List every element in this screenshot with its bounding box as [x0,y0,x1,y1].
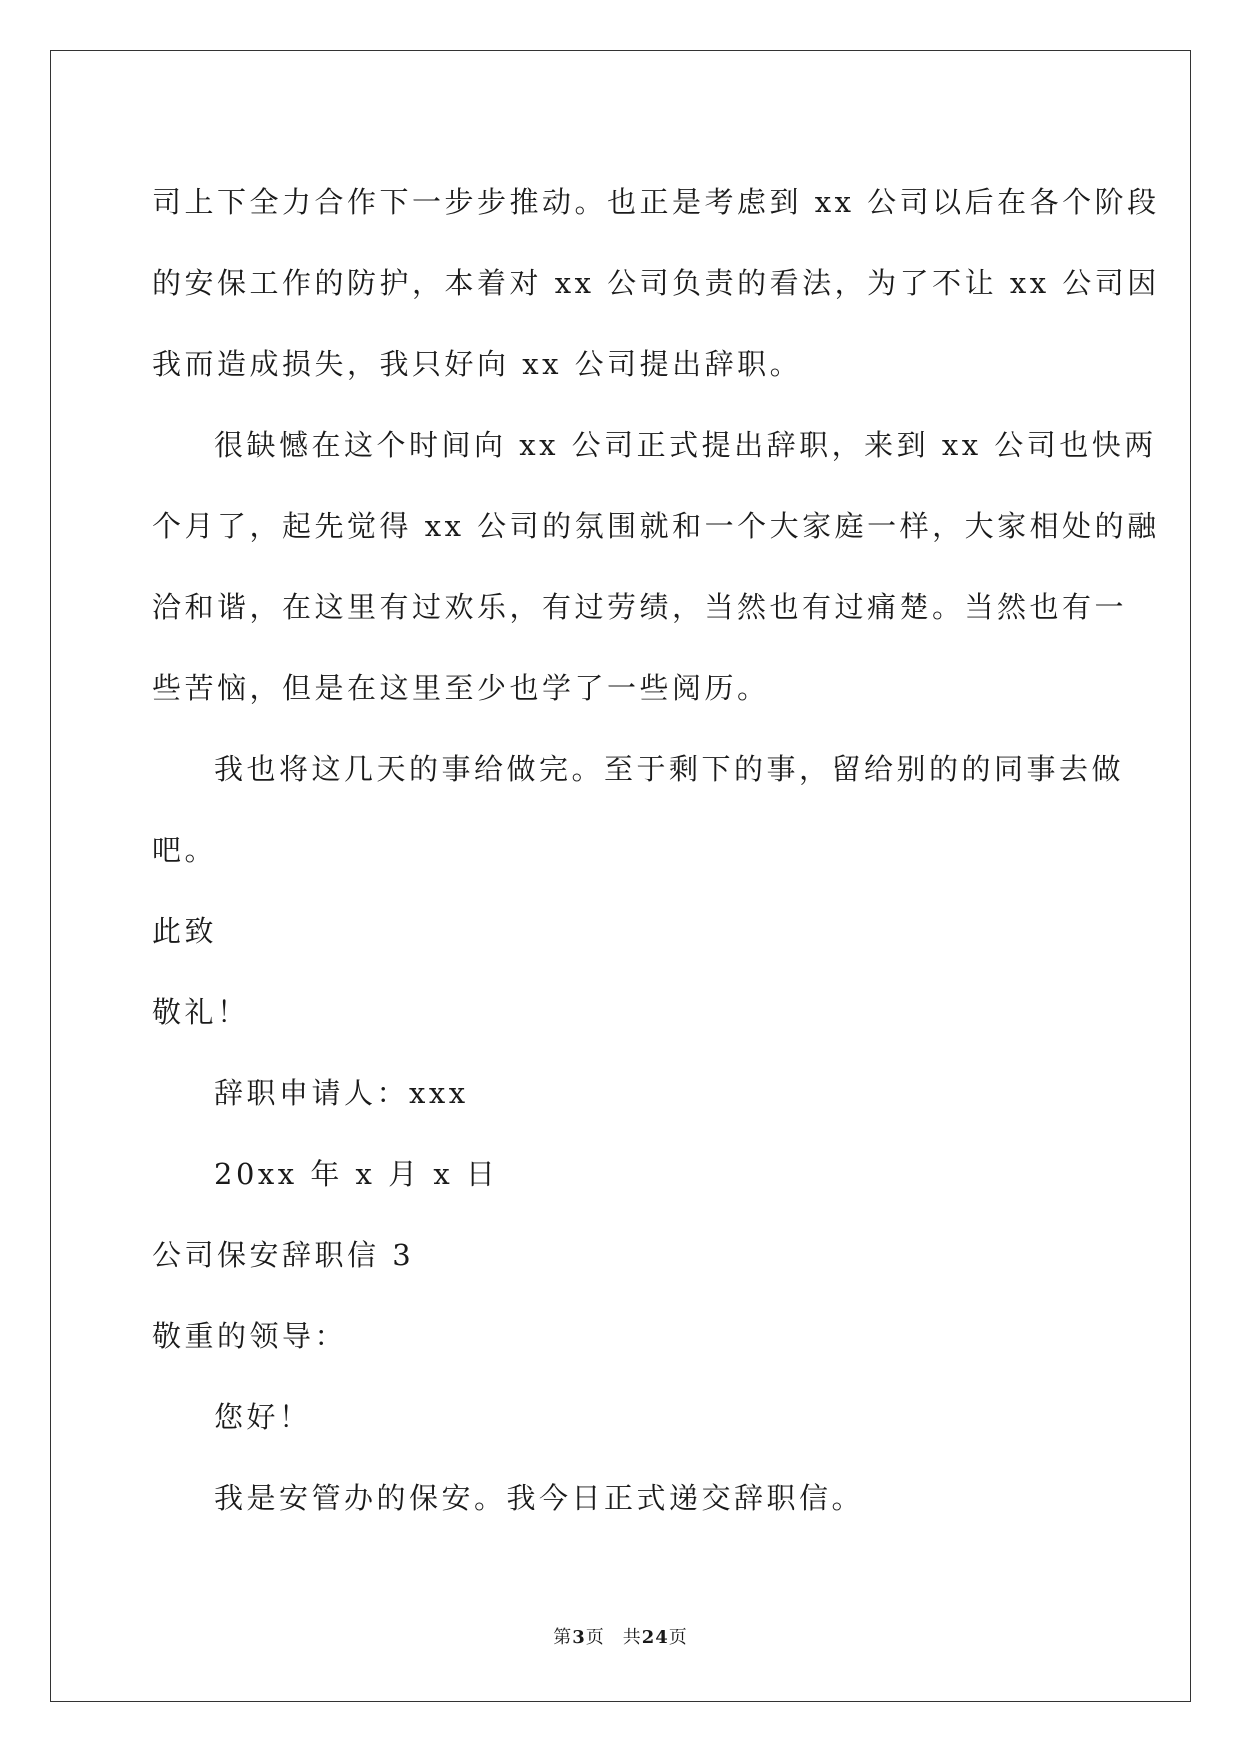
text-line: 些苦恼，但是在这里至少也学了一些阅历。 [152,671,770,705]
text-line: 的安保工作的防护，本着对 xx 公司负责的看法，为了不让 xx 公司因 [152,266,1160,300]
text-line: 司上下全力合作下一步步推动。也正是考虑到 xx 公司以后在各个阶段 [152,185,1160,219]
closing-salutation: 此致 [152,914,218,948]
page-footer [0,1623,1241,1649]
letter-greeting: 敬重的领导： [152,1319,348,1353]
signature-date: 20xx 年 x 月 x 日 [214,1157,499,1191]
total-page-count: 24 [641,1627,669,1648]
text-line: 洽和谐，在这里有过欢乐，有过劳绩，当然也有过痛楚。当然也有一 [152,590,1128,624]
footer-total-prefix: 共 [622,1627,642,1648]
footer-page-suffix: 页 [585,1627,605,1648]
document-body [152,162,1160,1539]
text-line: 我也将这几天的事给做完。至于剩下的事，留给别的的同事去做 [214,752,1125,786]
text-line: 很缺憾在这个时间向 xx 公司正式提出辞职，来到 xx 公司也快两 [214,428,1157,462]
letter-hello: 您好！ [214,1400,312,1434]
footer-total-suffix: 页 [668,1627,688,1648]
text-line: 我是安管办的保安。我今日正式递交辞职信。 [214,1481,865,1515]
section-title: 公司保安辞职信 3 [152,1238,415,1272]
closing-regards: 敬礼！ [152,995,250,1029]
signature-applicant: 辞职申请人：xxx [214,1076,469,1110]
text-line: 吧。 [152,833,218,867]
text-line: 个月了，起先觉得 xx 公司的氛围就和一个大家庭一样，大家相处的融 [152,509,1160,543]
current-page-number: 3 [572,1627,586,1648]
text-line: 我而造成损失，我只好向 xx 公司提出辞职。 [152,347,803,381]
footer-prefix: 第 [553,1627,573,1648]
